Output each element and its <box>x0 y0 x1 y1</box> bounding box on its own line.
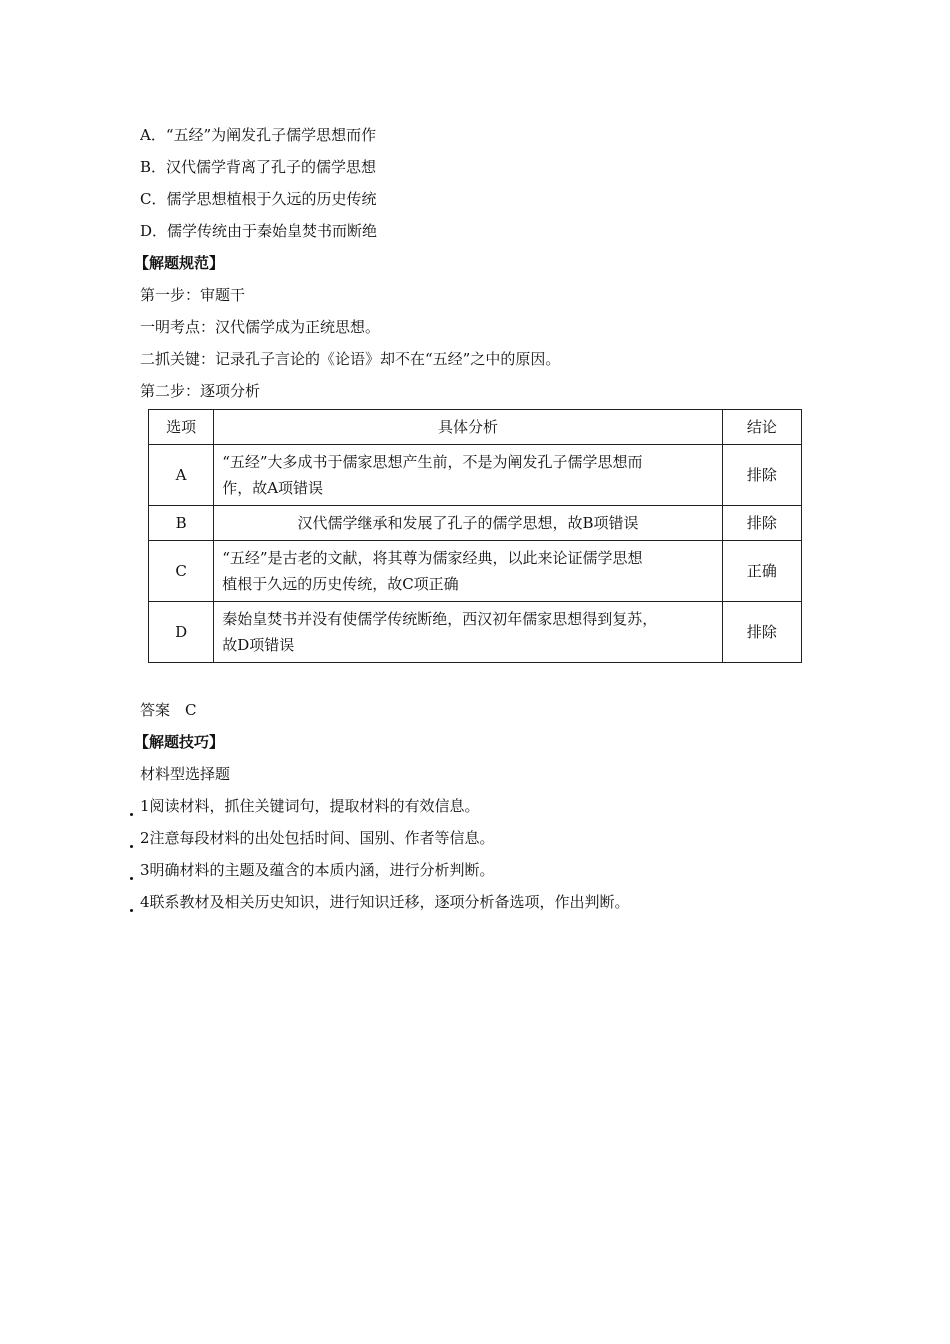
table-row <box>149 506 802 541</box>
analysis-line: “五经”是古老的文献，将其尊为儒家经典，以此来论证儒学思想 <box>222 549 643 567</box>
step-two: 第二步：逐项分析 <box>140 382 261 400</box>
option-a: A．“五经”为阐发孔子儒学思想而作 <box>140 126 377 144</box>
answer: 答案 C <box>140 701 197 719</box>
row-result: 排除 <box>722 602 801 663</box>
header-option: 选项 <box>149 410 214 445</box>
analysis-line: 故D项错误 <box>222 636 295 654</box>
analysis-table <box>148 409 802 663</box>
analysis-line: 作，故A项错误 <box>222 479 324 497</box>
exam-point: 一明考点：汉代儒学成为正统思想。 <box>140 318 381 336</box>
bullet-dot-icon <box>130 813 133 816</box>
section-title-jieti-jiqiao: 【解题技巧】 <box>134 733 225 751</box>
header-result: 结论 <box>722 410 801 445</box>
table-row <box>149 541 802 602</box>
tip-item: 3明确材料的主题及蕴含的本质内涵，进行分析判断。 <box>140 861 495 879</box>
analysis-line: 秦始皇焚书并没有使儒学传统断绝，西汉初年儒家思想得到复苏， <box>222 610 658 628</box>
bullet-dot-icon <box>130 909 133 912</box>
analysis-line: “五经”大多成书于儒家思想产生前，不是为阐发孔子儒学思想而 <box>222 453 643 471</box>
table-row <box>149 602 802 663</box>
option-d: D．儒学传统由于秦始皇焚书而断绝 <box>140 222 378 240</box>
row-result: 排除 <box>722 506 801 541</box>
tip-item: 2注意每段材料的出处包括时间、国别、作者等信息。 <box>140 829 495 847</box>
tips-subtitle: 材料型选择题 <box>140 765 231 783</box>
table-row <box>149 445 802 506</box>
analysis-line: 植根于久远的历史传统，故C项正确 <box>222 575 459 593</box>
row-result: 正确 <box>722 541 801 602</box>
option-c: C．儒学思想植根于久远的历史传统 <box>140 190 377 208</box>
tip-item: 4联系教材及相关历史知识，进行知识迁移，逐项分析备选项，作出判断。 <box>140 893 630 911</box>
row-option: C <box>149 541 214 602</box>
row-option: A <box>149 445 214 506</box>
tip-item: 1阅读材料，抓住关键词句，提取材料的有效信息。 <box>140 797 480 815</box>
row-analysis <box>214 602 723 663</box>
row-analysis <box>214 541 723 602</box>
key-point: 二抓关键：记录孔子言论的《论语》却不在“五经”之中的原因。 <box>140 350 561 368</box>
row-option: B <box>149 506 214 541</box>
row-option: D <box>149 602 214 663</box>
section-title-jieti-guifan: 【解题规范】 <box>134 254 225 272</box>
table-header-row <box>149 410 802 445</box>
header-analysis: 具体分析 <box>214 410 723 445</box>
bullet-dot-icon <box>130 845 133 848</box>
step-one: 第一步：审题干 <box>140 286 246 304</box>
row-analysis <box>214 506 723 541</box>
option-b: B．汉代儒学背离了孔子的儒学思想 <box>140 158 377 176</box>
bullet-dot-icon <box>130 877 133 880</box>
row-result: 排除 <box>722 445 801 506</box>
analysis-line: 汉代儒学继承和发展了孔子的儒学思想，故B项错误 <box>297 514 639 532</box>
row-analysis <box>214 445 723 506</box>
